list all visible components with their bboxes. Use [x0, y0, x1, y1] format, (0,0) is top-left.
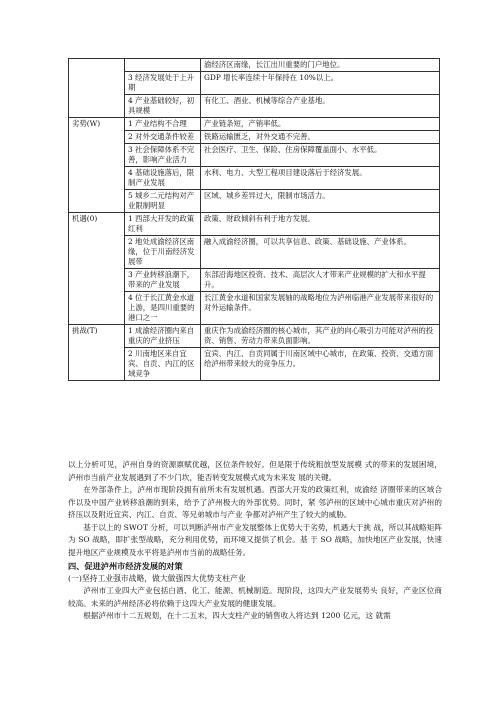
factor-cell: 4 产业基础较好，初具规模 [125, 95, 201, 118]
factor-cell: 4 基础设施落后，限制产业发展 [125, 167, 201, 190]
paragraph-external-conditions: 在外部条件上，泸州市现阶段拥有前所未有发展机遇。西部大开发的政策红利，成渝经 济圈带来的区域合作以及中国产业转移浪潮的到来，给予了泸州极大的外部优势。同时，紧 邻泸州的区域中心城市重庆对泸州的挤压以及附近宜宾、内江、自贡、等兄弟城市与产业 争都对泸州产生了较大的威胁。 [68, 485, 442, 519]
table-row [69, 118, 440, 131]
factor-cell: 3 产业转移浪潮下，带来的产业发展 [125, 269, 201, 292]
detail-cell: 东部沿海地区投资、技术、高层次人才带来产业规模的扩大和水平提升。 [201, 269, 440, 292]
factor-cell: 1 产业结构不合理 [125, 118, 201, 131]
detail-cell: 铁路运输匮乏，对外交通不完善。 [201, 131, 440, 144]
detail-cell: 有化工、酒业、机械等综合产业基地。 [201, 95, 440, 118]
factor-cell: 3 社会保障体系不完善，影响产业活力 [125, 144, 201, 167]
table-row [69, 292, 440, 325]
section-heading: 四、促进泸州市经济发展的对策 [68, 561, 183, 571]
detail-cell: 融入成渝经济圈，可以共享信息、政策、基础设施、产业体系。 [201, 236, 440, 269]
paragraph-four-industries: 泸州市工业四大产业包括白酒、化工、能源、机械制造。现阶段，这四大产业发展势头 良好，产业区位商较高。未来的泸州经济必将依赖于这四大产业发展的健康发展。 [68, 586, 442, 608]
factor-cell: 2 地处成渝经济区南缘，位于川南经济发展带 [125, 236, 201, 269]
factor-cell [125, 59, 201, 72]
factor-cell: 1 西部大开发的政策红利 [125, 213, 201, 236]
category-cell: 劣势(W) [69, 118, 125, 213]
factor-cell: 2 川南地区来自宜宾、自贡、内江的区域竞争 [125, 348, 201, 381]
table-row [69, 325, 440, 348]
factor-cell: 5 城乡二元结构对产业限制明显 [125, 190, 201, 213]
factor-cell: 4 位于长江黄金水道上游，是四川重要的港口之一 [125, 292, 201, 325]
table-row [69, 95, 440, 118]
table-row [69, 72, 440, 95]
category-cell: 挑战(T) [69, 325, 125, 381]
table-row [69, 59, 440, 72]
category-cell: 机遇(0) [69, 213, 125, 325]
paragraph-planning-target: 根据泸州市十二五规划，在十二五末，四大支柱产业的销售收入将达到 1200 亿元，这 就需 [83, 611, 391, 620]
category-cell [69, 59, 125, 118]
table-row [69, 213, 440, 236]
detail-cell: 区域、城乡差异过大，限制市场活力。 [201, 190, 440, 213]
factor-cell: 3 经济发展处于上升期 [125, 72, 201, 95]
table-row [69, 190, 440, 213]
paragraph-swot-summary: 以上分析可见，泸州自身的资源禀赋优越，区位条件较好。但是限于传统粗放型发展模 式的带来的发展困境，泸州市当前产业发展遇到了不少门坎，能否转变发展模式成为未来发 展的关键。 [68, 460, 442, 482]
factor-cell: 2 对外交通条件较差 [125, 131, 201, 144]
detail-cell: 政策、财政倾斜有利于地方发展。 [201, 213, 440, 236]
table-row [69, 144, 440, 167]
detail-cell: 渝经济区南缘，长江出川重要的门户地位。 [201, 59, 440, 72]
detail-cell: 长江黄金水道和国家发展轴的战略地位为泸州临港产业发展带来很好的对外运输条件。 [201, 292, 440, 325]
detail-cell: 产业链条短，产销率低。 [201, 118, 440, 131]
paragraph-so-strategy: 基于以上的 SWOT 分析，可以判断泸州市产业发展整体上优势大于劣势，机遇大于挑 战，所以其战略矩阵为 SO 战略，即扩张型战略，充分利用优势，而环境又提供了机会。基 于 SO 战略，加快地区产业发展，快速提升地区产业规模及水平将是泸州市当前的战略任务。 [68, 522, 442, 557]
detail-cell: 重庆作为成渝经济圈的核心城市，其产业的向心吸引力可能对泸州的投资、销售、劳动力带来负面影响。 [201, 325, 440, 348]
table-row [69, 269, 440, 292]
table-row [69, 236, 440, 269]
swot-table-body [69, 59, 440, 381]
body-text [68, 459, 442, 623]
factor-cell: 1 成渝经济圈内来自重庆的产业挤压 [125, 325, 201, 348]
detail-cell: 水利、电力、大型工程项目建设落后于经济发展。 [201, 167, 440, 190]
detail-cell: GDP 增长率连续十年保持在 10%以上。 [201, 72, 440, 95]
table-row [69, 167, 440, 190]
detail-cell: 宜宾、内江、自贡同属于川南区域中心城市，在政策、投资、交通方面给泸州带来较大的竞争压力。 [201, 348, 440, 381]
table-row [69, 131, 440, 144]
table-row [69, 348, 440, 381]
subsection-heading: (一)坚持工业强市战略，做大做强四大优势支柱产业 [68, 573, 246, 583]
swot-table [68, 58, 440, 381]
detail-cell: 社会医疗、卫生、保险、住房保障覆盖面小、水平低。 [201, 144, 440, 167]
